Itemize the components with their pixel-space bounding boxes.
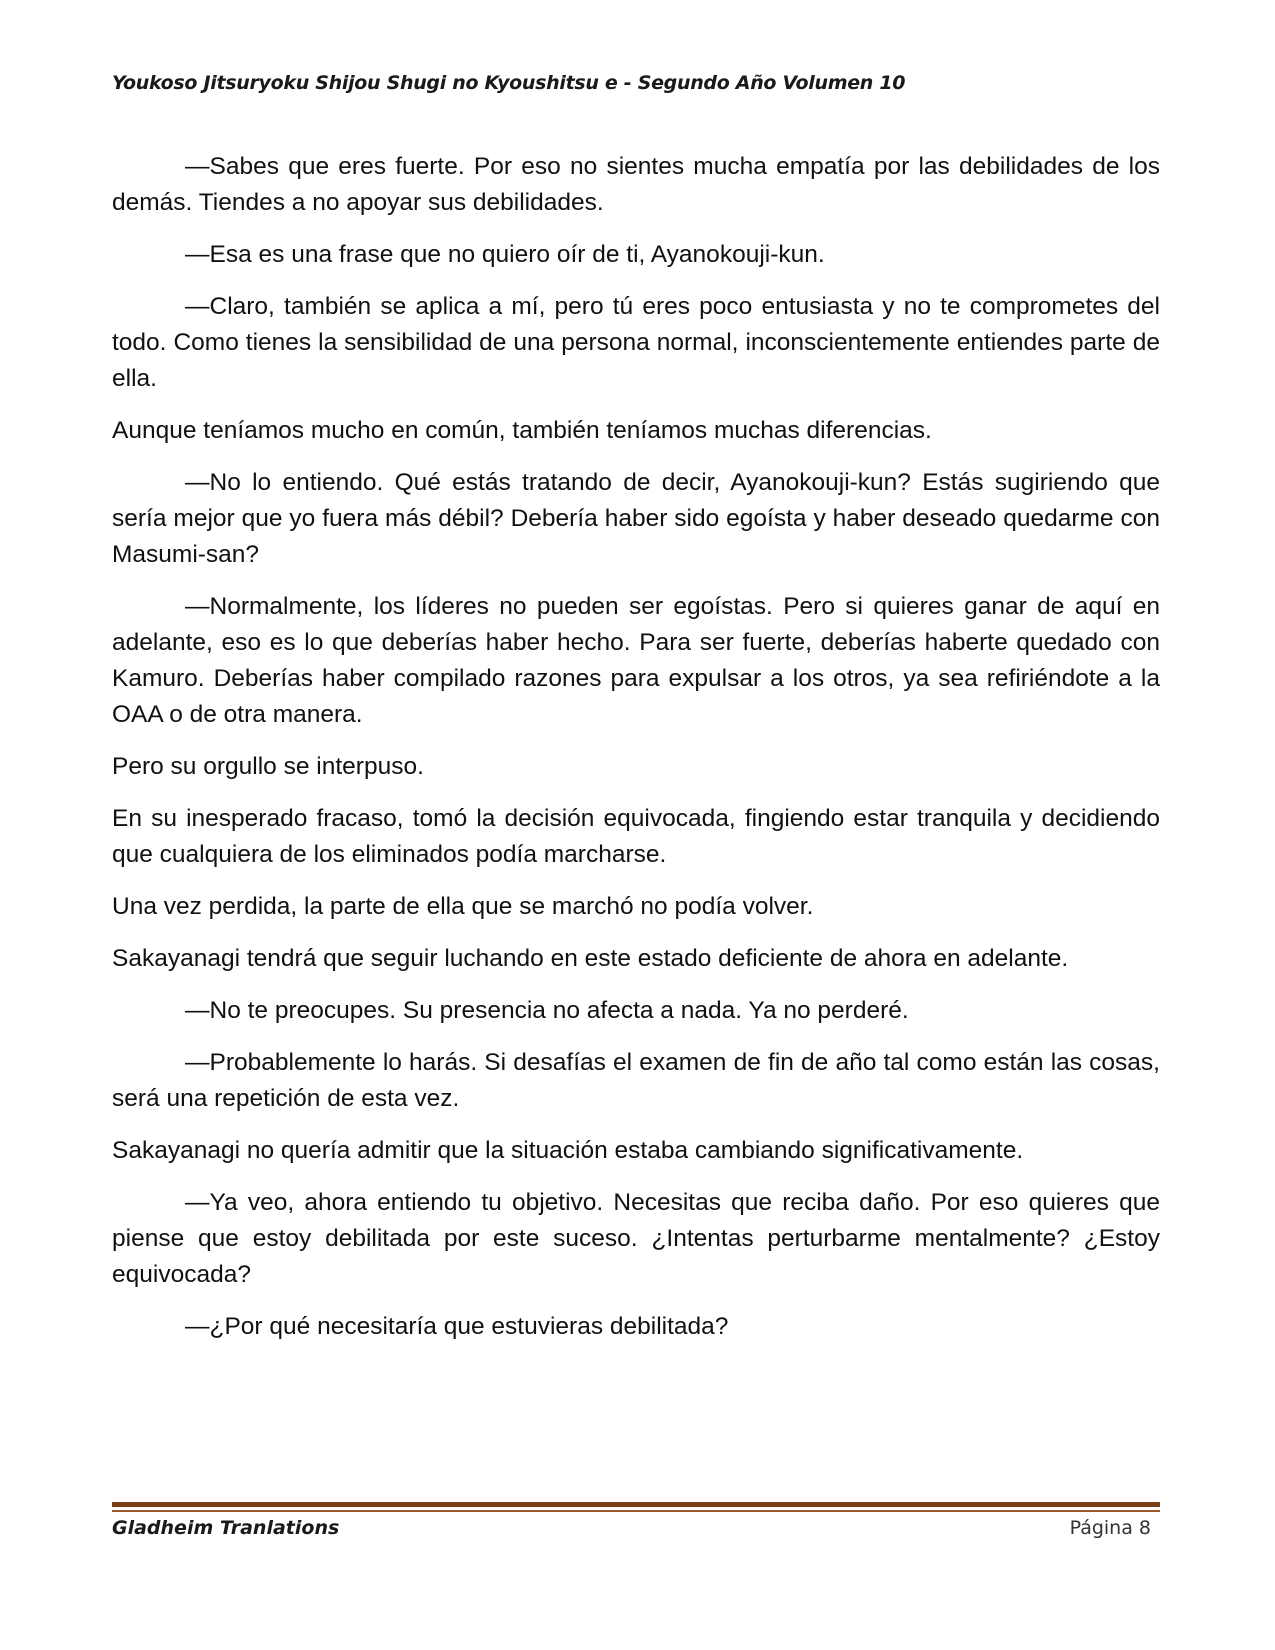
paragraph-dialogue: —Probablemente lo harás. Si desafías el examen de fin de año tal como están las cosas, será una repetición de esta vez. — [112, 1049, 1160, 1112]
paragraph-narration: Sakayanagi tendrá que seguir luchando en este estado deficiente de ahora en adelante. — [112, 945, 1069, 972]
paragraph-dialogue: —No lo entiendo. Qué estás tratando de decir, Ayanokouji-kun? Estás sugiriendo que sería mejor que yo fuera más débil? Debería haber sido egoísta y haber deseado quedarme con Masumi-san? — [112, 469, 1160, 568]
paragraph-narration: Pero su orgullo se interpuso. — [112, 753, 424, 780]
footer-page-number: Página 8 — [1069, 1517, 1151, 1539]
footer-rule-thin — [112, 1510, 1160, 1512]
paragraph-dialogue: —Esa es una frase que no quiero oír de ti, Ayanokouji-kun. — [185, 241, 825, 268]
running-header: Youkoso Jitsuryoku Shijou Shugi no Kyoushitsu e - Segundo Año Volumen 10 — [112, 72, 906, 94]
body-text — [112, 149, 1160, 1361]
paragraph-narration: Sakayanagi no quería admitir que la situación estaba cambiando significativamente. — [112, 1137, 1024, 1164]
paragraph-dialogue: —Normalmente, los líderes no pueden ser egoístas. Pero si quieres ganar de aquí en adelante, eso es lo que deberías haber hecho. Para ser fuerte, deberías haberte quedado con Kamuro. Deberías haber compilado razones para expulsar a los otros, ya sea refiriéndote a la OAA o de otra manera. — [112, 593, 1160, 728]
paragraph-narration: Aunque teníamos mucho en común, también teníamos muchas diferencias. — [112, 417, 932, 444]
paragraph-dialogue: —Claro, también se aplica a mí, pero tú eres poco entusiasta y no te comprometes del todo. Como tienes la sensibilidad de una persona normal, inconscientemente entiendes parte de ella. — [112, 293, 1160, 392]
paragraph-dialogue: —Ya veo, ahora entiendo tu objetivo. Necesitas que reciba daño. Por eso quieres que piense que estoy debilitada por este suceso. ¿Intentas perturbarme mentalmente? ¿Estoy equivocada? — [112, 1189, 1160, 1288]
paragraph-narration: En su inesperado fracaso, tomó la decisión equivocada, fingiendo estar tranquila y decidiendo que cualquiera de los eliminados podía marcharse. — [112, 805, 1160, 868]
footer-publisher: Gladheim Tranlations — [112, 1517, 340, 1539]
paragraph-dialogue: —¿Por qué necesitaría que estuvieras debilitada? — [185, 1313, 729, 1340]
footer-rule-thick — [112, 1502, 1160, 1507]
paragraph-dialogue: —Sabes que eres fuerte. Por eso no sientes mucha empatía por las debilidades de los demás. Tiendes a no apoyar sus debilidades. — [112, 153, 1160, 216]
paragraph-dialogue: —No te preocupes. Su presencia no afecta a nada. Ya no perderé. — [185, 997, 909, 1024]
paragraph-narration: Una vez perdida, la parte de ella que se marchó no podía volver. — [112, 893, 814, 920]
